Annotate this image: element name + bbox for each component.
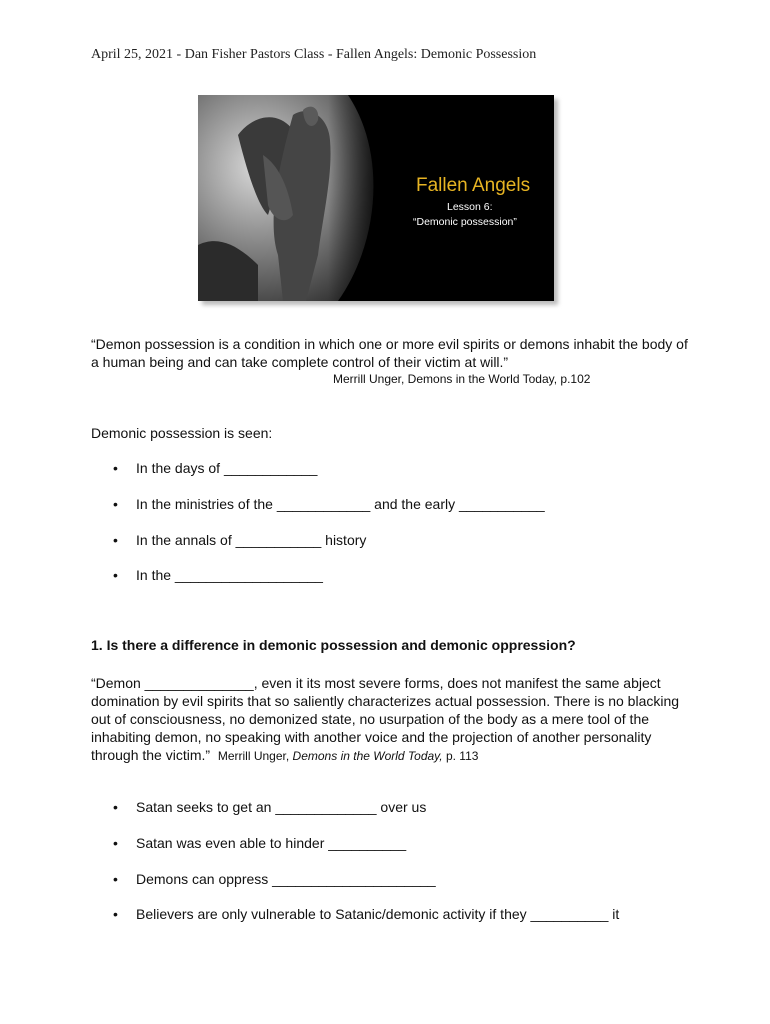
slide-title: Fallen Angels [416,175,531,196]
list-item: Demons can oppress _____________________ [136,871,436,887]
bullet-symbol: • [113,799,118,815]
slide-subtitle: “Demonic possession” [413,216,517,228]
section-heading-seen: Demonic possession is seen: [91,425,273,441]
quote-citation [218,749,479,763]
citation-page: p. 113 [445,749,479,763]
citation-book-title: Demons in the World Today, [292,749,443,763]
list-item: In the ministries of the ____________ and the early ___________ [136,496,545,512]
bullet-symbol: • [113,871,118,887]
unger-quote: “Demon possession is a condition in which one or more evil spirits or demons inhabit the body of a human being and can take complete control of their victim at will.” [91,336,688,370]
bullet-symbol: • [113,532,118,548]
slide-lesson-label: Lesson 6: [447,201,493,213]
lesson-slide-image [198,95,554,301]
oppression-quote-text: “Demon ______________, even it its most severe forms, does not manifest the same abject domination by evil spirits that so saliently characterizes actual possession. There is no blacking out of consciousness, no demonized state, no usurpation of the body as a mere tool of the inhabiting demon, no speaking with another voice and the projection of another personality through the victim.” [91,675,680,763]
list-item: In the ___________________ [136,567,323,583]
bullet-symbol: • [113,460,118,476]
slide-frame [198,95,554,301]
angel-statue-illustration [198,95,554,301]
list-item: In the days of ____________ [136,460,318,476]
list-item: Satan was even able to hinder __________ [136,835,407,851]
bullet-symbol: • [113,496,118,512]
list-item: Satan seeks to get an _____________ over us [136,799,427,815]
question-1-heading: 1. Is there a difference in demonic possession and demonic oppression? [91,637,576,653]
list-item: In the annals of ___________ history [136,532,367,548]
citation-author: Merrill Unger, [217,749,290,763]
bullet-symbol: • [113,906,118,922]
oppression-quote [91,674,691,765]
bullet-symbol: • [113,567,118,583]
bullet-symbol: • [113,835,118,851]
page-header: April 25, 2021 - Dan Fisher Pastors Class - Fallen Angels: Demonic Possession [91,47,537,62]
quote-attribution: Merrill Unger, Demons in the World Today, p.102 [333,372,591,386]
list-item: Believers are only vulnerable to Satanic/demonic activity if they __________ it [136,906,620,922]
